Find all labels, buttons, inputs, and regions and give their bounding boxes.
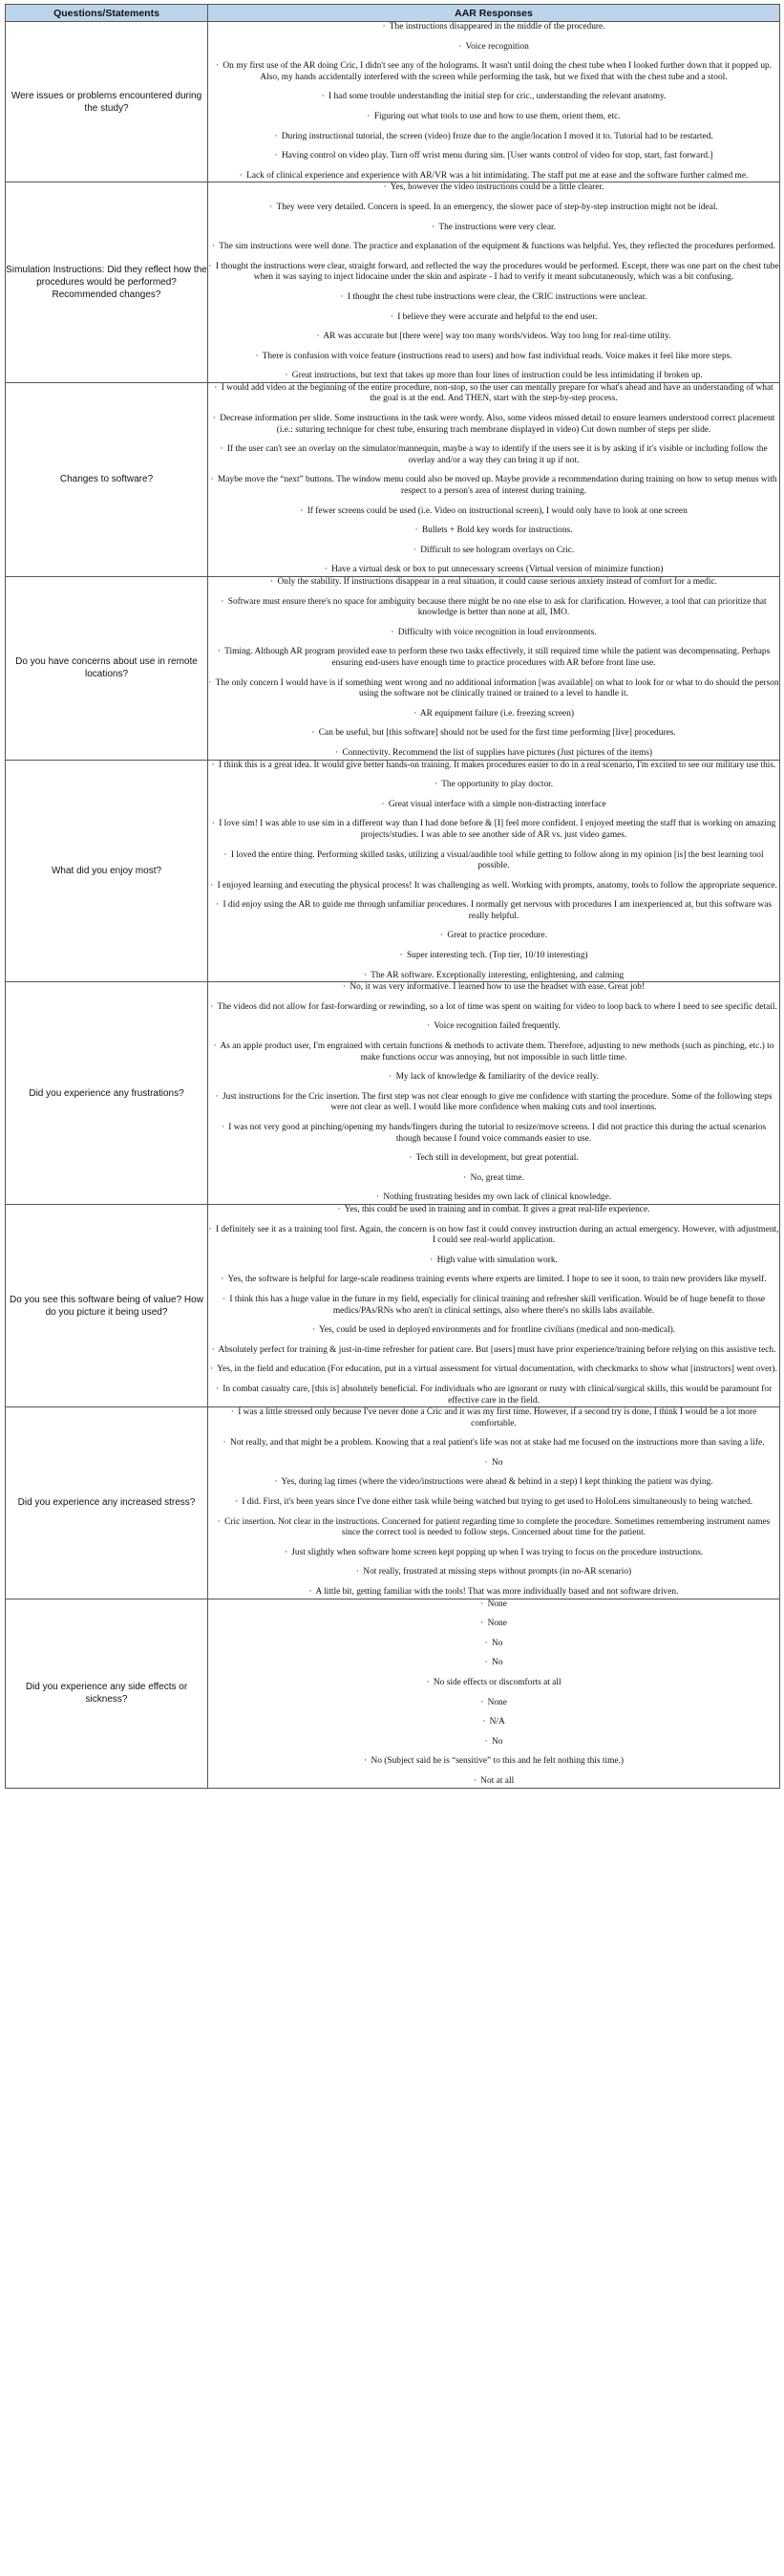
response-item xyxy=(208,1345,779,1357)
response-text: In combat casualty care, [this is] absolutely beneficial. For individuals who are ignorant or rusty with clinical/surgical skills, this would be paramount for effective care in the field. xyxy=(222,1384,773,1406)
bullet-icon: · xyxy=(208,677,212,688)
response-text: I thought the chest tube instructions were clear, the CRIC instructions were unclear. xyxy=(347,291,647,302)
responses-cell xyxy=(208,982,780,1205)
response-text: The instructions were very clear. xyxy=(438,222,556,232)
response-text: None xyxy=(487,1697,507,1707)
response-item xyxy=(208,577,779,589)
response-item xyxy=(208,1205,779,1216)
bullet-icon: · xyxy=(211,242,216,252)
response-text: If the user can't see an overlay on the simulator/mannequin, maybe a way to identify if the users see it is by asking if it's visible or including follow the overlay and/or a way they can bring it up if not. xyxy=(226,444,768,465)
response-text: Lack of clinical experience and experience with AR/VR was a bit intimidating. The staff put me at ease and the software further calmed me. xyxy=(246,170,749,181)
response-text: AR was accurate but [there were] way too many words/videos. Way too long for real-time utility. xyxy=(323,332,671,342)
response-item xyxy=(208,182,779,194)
response-item xyxy=(208,1567,779,1578)
response-item xyxy=(208,1325,779,1337)
bullet-icon: · xyxy=(480,1599,484,1609)
bullet-icon: · xyxy=(430,1255,434,1265)
response-text: Great to practice procedure. xyxy=(447,931,548,941)
bullet-icon: · xyxy=(363,1756,368,1767)
response-item xyxy=(208,1517,779,1539)
response-item xyxy=(208,1438,779,1449)
response-text: I did enjoy using the AR to guide me through unfamiliar procedures. I normally get nervous with procedures I am inexperienced at, but this software was really helpful. xyxy=(222,900,773,921)
bullet-icon: · xyxy=(222,1294,226,1304)
response-text: I believe they were accurate and helpful to the end user. xyxy=(397,311,598,322)
bullet-icon: · xyxy=(389,1072,392,1083)
bullet-icon: · xyxy=(480,1619,484,1629)
response-text: Timing. Although AR program provided ease to perform these two tasks effectively, it still required time while the patient was decompensating. Perhaps ensuring end-users have enough time to practice procedures with AR before front line use. xyxy=(224,647,771,668)
response-text: Software must ensure there's no space for ambiguity because there might be no one else to ask for clarification. However, a tool that can prioritize that knowledge is better than none at all, IMO. xyxy=(227,596,767,618)
response-text: None xyxy=(487,1619,507,1629)
response-item xyxy=(208,61,779,83)
table-row xyxy=(6,1204,780,1406)
response-item xyxy=(208,1364,779,1376)
bullet-icon: · xyxy=(363,970,367,980)
table-row xyxy=(6,1599,780,1788)
question-cell: Changes to software? xyxy=(6,382,208,576)
response-item xyxy=(208,1092,779,1114)
response-item xyxy=(208,242,779,253)
aar-responses-table xyxy=(5,4,780,1789)
response-item xyxy=(208,1041,779,1063)
response-item xyxy=(208,597,779,619)
bullet-icon: · xyxy=(221,1123,224,1132)
bullet-icon: · xyxy=(484,1638,488,1648)
response-item xyxy=(208,819,779,841)
bullet-icon: · xyxy=(432,222,435,232)
response-item xyxy=(208,1717,779,1728)
response-text: I think this has a huge value in the future in my field, especially for clinical training and refresher skill verification. Would be of huge benefit to those medics/PAs/RNs who aren't in clinical settings, also where there's no skills labs available. xyxy=(229,1294,766,1316)
response-item xyxy=(208,312,779,324)
bullet-icon: · xyxy=(211,760,215,770)
question-cell: Were issues or problems encountered during the study? xyxy=(6,22,208,182)
bullet-icon: · xyxy=(210,475,214,485)
response-item xyxy=(208,1587,779,1599)
bullet-icon: · xyxy=(484,1457,488,1468)
response-text: Yes, the software is helpful for large-scale readiness training events where experts are limited. I hope to see it soon, to train new providers like myself. xyxy=(227,1275,767,1285)
response-item xyxy=(208,971,779,982)
response-item xyxy=(208,951,779,962)
response-text: On my first use of the AR doing Cric, I didn't see any of the holograms. It wasn't until doing the chest tube when I looked further down that it popped up. Also, my hands accidentally interfered with the screen while performing the task, but we fixed that with the chest tube and a stool. xyxy=(222,61,773,82)
bullet-icon: · xyxy=(239,170,243,181)
response-text: I definitely see it as a training tool first. Again, the concern is on how fast it could convey instruction during an actual emergency. However, with adjustment, I could see real-world application. xyxy=(215,1224,779,1246)
table-row xyxy=(6,382,780,576)
question-cell: Do you see this software being of value? How do you picture it being used? xyxy=(6,1204,208,1406)
bullet-icon: · xyxy=(311,1325,315,1336)
response-text: The only concern I would have is if something went wrong and no additional information [was available] on what to look for or what to do should the person using the software not be clinically trained or trained to a level to handle it. xyxy=(215,677,779,699)
response-item xyxy=(208,1619,779,1630)
bullet-icon: · xyxy=(234,1497,238,1508)
question-cell: Did you experience any increased stress? xyxy=(6,1407,208,1599)
response-text: None xyxy=(487,1599,507,1609)
response-item xyxy=(208,92,779,103)
response-item xyxy=(208,352,779,363)
response-text: Only the stability. If instructions disappear in a real situation, it could cause serious anxiety instead of comfort for a medic. xyxy=(277,577,717,587)
response-text: No xyxy=(492,1736,503,1747)
response-text: Yes, this could be used in training and in combat. It gives a great real-life experience. xyxy=(344,1204,650,1214)
bullet-icon: · xyxy=(215,1384,219,1394)
bullet-icon: · xyxy=(274,1477,278,1488)
bullet-icon: · xyxy=(382,22,386,32)
response-item xyxy=(208,748,779,760)
bullet-icon: · xyxy=(217,647,221,657)
response-item xyxy=(208,1698,779,1709)
response-item xyxy=(208,1497,779,1509)
response-item xyxy=(208,1548,779,1559)
response-text: During instructional tutorial, the screen (video) froze due to the angle/location I moved it to. Tutorial had to be restarted. xyxy=(281,131,713,141)
response-text: Just instructions for the Cric insertion. The first step was not clear enough to give me confidence with starting the procedure. Some of the following steps were not clear as well. I would like more confidence when making cuts and tool insertions. xyxy=(222,1091,773,1113)
response-item xyxy=(208,1678,779,1689)
response-text: I did. First, it's been years since I've done either task while being watched but trying to get used to HoloLens simultaneously to being watched. xyxy=(242,1497,753,1508)
response-item xyxy=(208,383,779,405)
table-row xyxy=(6,577,780,761)
bullet-icon: · xyxy=(221,1275,224,1285)
response-item xyxy=(208,1599,779,1611)
response-item xyxy=(208,292,779,304)
bullet-icon: · xyxy=(390,311,393,322)
bullet-icon: · xyxy=(367,111,371,121)
response-text: No side effects or discomforts at all xyxy=(433,1678,562,1687)
response-text: Not really, and that might be a problem. Knowing that a real patient's life was not at stake had me focused on the instructions more than saving a life. xyxy=(229,1438,765,1449)
response-text: Have a virtual desk or box to put unnecessary screens (Virtual version of minimize function) xyxy=(331,565,664,575)
bullet-icon: · xyxy=(210,880,214,891)
question-cell: Do you have concerns about use in remote locations? xyxy=(6,577,208,761)
bullet-icon: · xyxy=(484,1736,488,1747)
response-item xyxy=(208,112,779,123)
response-item xyxy=(208,526,779,537)
header-questions: Questions/Statements xyxy=(6,5,208,22)
response-text: As an apple product user, I'm engrained with certain functions & methods to activate them. Therefore, adjusting to new methods (such as pinching, etc.) to make functions occur was annoying, but not impossible in such little time. xyxy=(220,1041,774,1063)
response-text: No, great time. xyxy=(470,1172,524,1183)
bullet-icon: · xyxy=(308,1587,312,1598)
response-item xyxy=(208,1192,779,1204)
bullet-icon: · xyxy=(321,92,325,102)
bullet-icon: · xyxy=(342,982,346,993)
response-text: If fewer screens could be used (i.e. Video on instructional screen), I would only have to look at one screen xyxy=(307,505,688,516)
response-item xyxy=(208,1385,779,1406)
response-text: No, it was very informative. I learned how to use the headset with ease. Great job! xyxy=(350,982,646,993)
bullet-icon: · xyxy=(413,545,416,555)
bullet-icon: · xyxy=(212,414,216,424)
response-item xyxy=(208,1458,779,1470)
header-row xyxy=(6,5,780,22)
response-item xyxy=(208,1072,779,1084)
bullet-icon: · xyxy=(284,1547,287,1557)
bullet-icon: · xyxy=(480,1697,484,1707)
response-item xyxy=(208,42,779,54)
response-text: Not really, frustrated at missing steps without prompts (in no-AR scenario) xyxy=(363,1567,632,1578)
response-text: My lack of knowledge & familiarity of the device really. xyxy=(395,1072,599,1083)
response-text: I had some trouble understanding the initial step for cric., understanding the relevant anatomy. xyxy=(328,92,667,102)
response-text: I was not very good at pinching/opening my hands/fingers during the tutorial to resize/move screens. I did not practice this during the actual scenarios though because I found voice commands easier to use. xyxy=(228,1123,767,1144)
bullet-icon: · xyxy=(220,444,223,455)
response-text: Yes, in the field and education (For education, put in a virtual assessment for virtual documentation, with checkmarks to show what [instructors] went over). xyxy=(217,1364,777,1375)
response-item xyxy=(208,647,779,669)
response-item xyxy=(208,1407,779,1429)
bullet-icon: · xyxy=(215,1091,219,1102)
bullet-icon: · xyxy=(255,351,259,361)
response-item xyxy=(208,262,779,284)
response-item xyxy=(208,371,779,382)
bullet-icon: · xyxy=(414,526,418,536)
responses-cell xyxy=(208,1599,780,1788)
response-text: The instructions disappeared in the middle of the procedure. xyxy=(389,22,605,32)
response-item xyxy=(208,900,779,922)
bullet-icon: · xyxy=(208,1224,212,1234)
response-text: Connectivity. Recommend the list of supplies have pictures (Just pictures of the items) xyxy=(342,747,653,758)
bullet-icon: · xyxy=(413,708,417,719)
response-item xyxy=(208,171,779,182)
bullet-icon: · xyxy=(210,1364,214,1375)
header-responses: AAR Responses xyxy=(208,5,780,22)
response-text: The opportunity to play doctor. xyxy=(441,780,554,790)
response-text: Tech still in development, but great potential. xyxy=(415,1153,579,1164)
responses-cell xyxy=(208,22,780,182)
bullet-icon: · xyxy=(337,1204,341,1214)
response-item xyxy=(208,203,779,214)
bullet-icon: · xyxy=(221,596,224,607)
question-cell: Simulation Instructions: Did they reflect how the procedures would be performed? Recommended changes? xyxy=(6,182,208,383)
response-text: The sim instructions were well done. The practice and explanation of the equipment & functions was helpful. Yes, they reflected the procedures performed. xyxy=(219,242,776,252)
response-item xyxy=(208,728,779,740)
bullet-icon: · xyxy=(391,627,394,637)
bullet-icon: · xyxy=(334,747,339,758)
response-item xyxy=(208,1756,779,1768)
response-text: Difficulty with voice recognition in loud environments. xyxy=(397,627,597,637)
response-item xyxy=(208,1776,779,1788)
bullet-icon: · xyxy=(439,931,444,941)
bullet-icon: · xyxy=(426,1678,430,1687)
response-item xyxy=(208,761,779,772)
response-item xyxy=(208,1002,779,1014)
question-cell: What did you enjoy most? xyxy=(6,760,208,982)
bullet-icon: · xyxy=(482,1717,486,1728)
response-text: Voice recognition xyxy=(465,41,529,52)
response-item xyxy=(208,800,779,811)
response-item xyxy=(208,414,779,436)
bullet-icon: · xyxy=(210,1001,214,1012)
bullet-icon: · xyxy=(217,1516,221,1527)
bullet-icon: · xyxy=(274,131,278,141)
response-item xyxy=(208,332,779,343)
bullet-icon: · xyxy=(311,728,315,739)
response-item xyxy=(208,565,779,576)
bullet-icon: · xyxy=(223,849,227,860)
response-item xyxy=(208,506,779,518)
table-row xyxy=(6,760,780,982)
response-text: Great instructions, but text that takes up more than four lines of instruction could be less intimidating if broken up. xyxy=(291,371,703,381)
responses-cell xyxy=(208,382,780,576)
response-text: No (Subject said he is “sensitive” to this and he felt nothing this time.) xyxy=(371,1756,624,1767)
response-text: AR equipment failure (i.e. freezing screen) xyxy=(419,708,575,719)
response-text: I love sim! I was able to use sim in a different way than I had done before & [I] feel more confident. I enjoyed meeting the staff that is working on amazing projects/studies. I was able to see another side of AR vs. just video games. xyxy=(219,819,776,840)
bullet-icon: · xyxy=(458,41,462,52)
response-text: There is confusion with voice feature (instructions read to users) and how fast individual reads. Voice makes it feel like more steps. xyxy=(262,351,732,361)
response-text: The AR software. Exceptionally interesting, enlightening, and calming xyxy=(371,970,625,980)
response-text: No xyxy=(492,1658,503,1668)
bullet-icon: · xyxy=(355,1567,359,1578)
response-text: Yes, could be used in deployed environments and for frontline civilians (medical and non-medical). xyxy=(318,1325,676,1336)
bullet-icon: · xyxy=(300,505,304,516)
question-cell: Did you experience any side effects or sickness? xyxy=(6,1599,208,1788)
response-item xyxy=(208,709,779,720)
response-text: I would add video at the beginning of the entire procedure, non-stop, so the user can mentally prepare for what's ahead and have an understanding of what the goal is at the end. And THEN, start with the step-by-step process. xyxy=(221,382,773,404)
response-item xyxy=(208,850,779,872)
response-text: The videos did not allow for fast-forwarding or rewinding, so a lot of time was spent on waiting for video to loop back to where I need to see specific detail. xyxy=(217,1001,777,1012)
table-row xyxy=(6,982,780,1205)
response-text: Yes, however the video instructions could be a little clearer. xyxy=(390,182,604,193)
response-item xyxy=(208,678,779,700)
bullet-icon: · xyxy=(375,1192,380,1203)
response-text: I loved the entire thing. Performing skilled tasks, utilizing a visual/audible tool while getting to follow along in my opinion [is] the best learning tool possible. xyxy=(230,849,764,871)
response-item xyxy=(208,628,779,639)
response-text: Difficult to see hologram overlays on Cric. xyxy=(420,545,575,555)
response-text: Great visual interface with a simple non-distracting interface xyxy=(388,799,606,809)
bullet-icon: · xyxy=(381,799,385,809)
response-item xyxy=(208,1639,779,1650)
bullet-icon: · xyxy=(427,1021,431,1032)
response-text: I was a little stressed only because I've never done a Cric and it was my first time. However, if a second try is done, I think I would be a lot more comfortable. xyxy=(238,1407,757,1428)
response-item xyxy=(208,546,779,557)
bullet-icon: · xyxy=(484,1658,488,1668)
response-text: Having control on video play. Turn off wrist menu during sim. [User wants control of video for stop, start, fast forward.] xyxy=(281,151,713,161)
response-text: Just slightly when software home screen kept popping up when I was trying to focus on the procedure instructions. xyxy=(291,1547,704,1557)
bullet-icon: · xyxy=(274,151,278,161)
response-text: A little bit, getting familiar with the tools! That was more individually based and not software driven. xyxy=(315,1587,679,1598)
response-text: Can be useful, but [this software] should not be used for the first time performing [live] procedures. xyxy=(318,728,676,739)
bullet-icon: · xyxy=(222,1438,226,1449)
response-text: Figuring out what tools to use and how to use them, orient them, etc. xyxy=(373,111,621,121)
response-item xyxy=(208,1477,779,1489)
bullet-icon: · xyxy=(409,1153,413,1164)
bullet-icon: · xyxy=(230,1407,234,1418)
bullet-icon: · xyxy=(270,577,274,587)
question-cell: Did you experience any frustrations? xyxy=(6,982,208,1205)
bullet-icon: · xyxy=(211,819,215,829)
response-text: Cric insertion. Not clear in the instructions. Concerned for patient regarding time to complete the procedure. Sometimes remembering instrument names since the correct tool is needed to follow steps. Concerned about time for the patient. xyxy=(224,1516,771,1538)
responses-cell xyxy=(208,1407,780,1599)
response-item xyxy=(208,1737,779,1749)
bullet-icon: · xyxy=(383,182,387,193)
response-item xyxy=(208,1123,779,1145)
response-text: Nothing frustrating besides my own lack of clinical knowledge. xyxy=(383,1192,612,1203)
response-text: Bullets + Bold key words for instructions. xyxy=(421,526,573,536)
bullet-icon: · xyxy=(285,371,288,381)
response-item xyxy=(208,780,779,791)
response-item xyxy=(208,1275,779,1286)
response-item xyxy=(208,151,779,162)
response-text: Super interesting tech. (Top tier, 10/10 interesting) xyxy=(406,951,588,961)
response-text: No xyxy=(492,1638,503,1648)
response-text: I enjoyed learning and executing the physical process! It was challenging as well. Working with prompts, anatomy, tools to follow the appropriate sequence. xyxy=(217,880,777,891)
response-item xyxy=(208,132,779,143)
bullet-icon: · xyxy=(211,1344,215,1355)
response-item xyxy=(208,1173,779,1185)
response-item xyxy=(208,1021,779,1033)
response-item xyxy=(208,1295,779,1317)
response-item xyxy=(208,1225,779,1247)
response-text: N/A xyxy=(489,1717,505,1728)
response-item xyxy=(208,1256,779,1267)
response-item xyxy=(208,223,779,234)
bullet-icon: · xyxy=(324,565,328,575)
bullet-icon: · xyxy=(473,1775,477,1786)
bullet-icon: · xyxy=(215,61,220,72)
response-text: Maybe move the “next” buttons. The window menu could also be moved up. Maybe provide a recommendation during training on how to setup menus with respect to a person's area of interest during training. xyxy=(217,475,777,497)
response-item xyxy=(208,1658,779,1669)
bullet-icon: · xyxy=(215,900,220,911)
table-row xyxy=(6,182,780,383)
responses-cell xyxy=(208,182,780,383)
response-text: Absolutely perfect for training & just-in-time refresher for patient care. But [users] must have prior experience/training before relying on this assistive tech. xyxy=(218,1344,776,1355)
response-text: They were very detailed. Concern is speed. In an emergency, the slower pace of step-by-step instruction might not be ideal. xyxy=(276,202,718,212)
table-row xyxy=(6,1407,780,1599)
response-text: High value with simulation work. xyxy=(436,1255,558,1265)
bullet-icon: · xyxy=(316,332,320,342)
response-item xyxy=(208,475,779,497)
bullet-icon: · xyxy=(269,202,273,212)
bullet-icon: · xyxy=(213,1041,217,1052)
responses-cell xyxy=(208,577,780,761)
response-item xyxy=(208,22,779,33)
bullet-icon: · xyxy=(434,780,437,790)
response-text: I think this is a great idea. It would give better hands-on training. It makes procedures easier to do in a real scenario, I'm excited to see our military use this. xyxy=(219,760,776,770)
bullet-icon: · xyxy=(214,382,218,393)
table-row xyxy=(6,22,780,182)
response-text: No xyxy=(492,1457,503,1468)
bullet-icon: · xyxy=(208,261,212,271)
response-text: Not at all xyxy=(480,1775,515,1786)
responses-cell xyxy=(208,1204,780,1406)
response-item xyxy=(208,982,779,994)
response-item xyxy=(208,931,779,942)
response-text: Decrease information per slide. Some instructions in the task were wordy. Also, some videos missed detail to ensure learners understood correct placement (i.e.: suturing technique for chest tube, ensuring trach membrane displayed in video) Cut down number of steps per slide. xyxy=(220,414,775,435)
responses-cell xyxy=(208,760,780,982)
response-text: Yes, during lag times (where the video/instructions were ahead & behind in a step) I kept thinking the patient was dying. xyxy=(281,1477,713,1488)
bullet-icon: · xyxy=(463,1172,467,1183)
bullet-icon: · xyxy=(399,951,403,961)
response-item xyxy=(208,881,779,892)
response-text: I thought the instructions were clear, straight forward, and reflected the way the procedures would be performed. Except, there was one part on the chest tube when it was saying to inject lidocaine under the skin and aspirate - I had to verify it meant subcutaneously, which was a bit confusing. xyxy=(215,261,779,283)
response-item xyxy=(208,444,779,466)
response-item xyxy=(208,1153,779,1165)
response-text: Voice recognition failed frequently. xyxy=(434,1021,561,1032)
bullet-icon: · xyxy=(340,291,344,302)
